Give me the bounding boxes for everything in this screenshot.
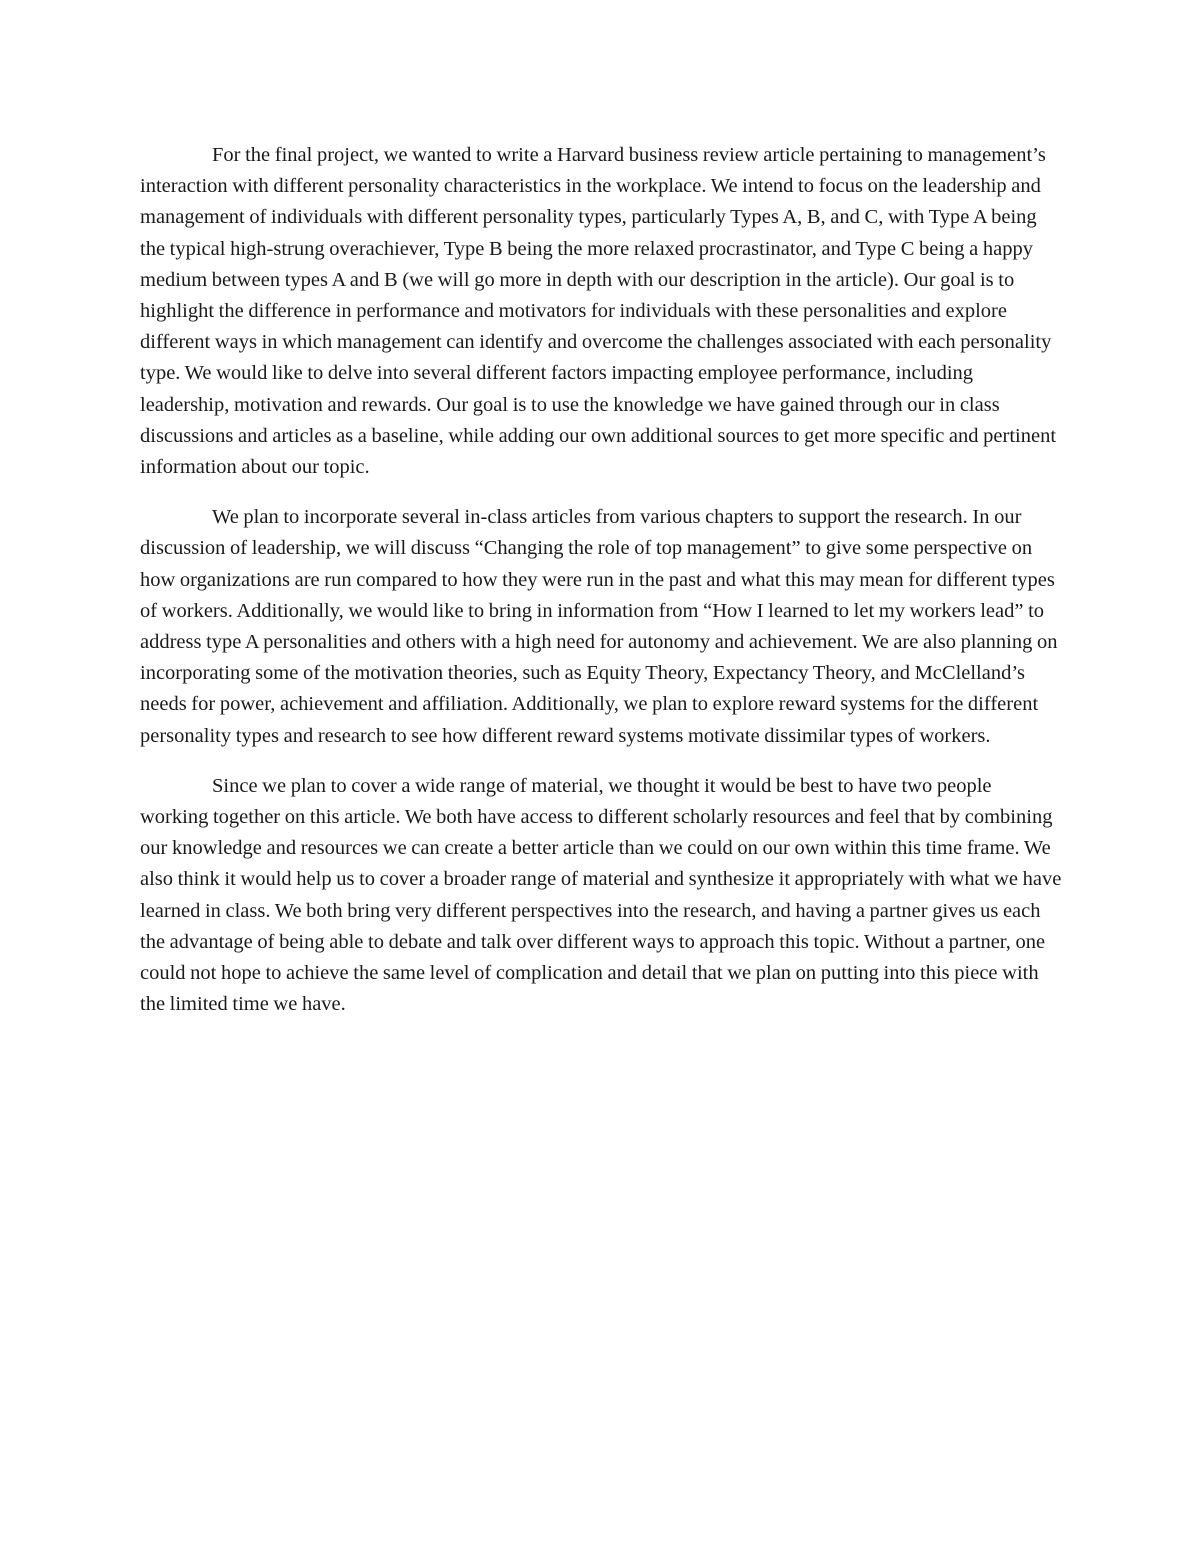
paragraph-in-class-articles: We plan to incorporate several in-class articles from various chapters to support the research. In our discussion of leadership, we will discuss “Changing the role of top management” to give some perspective on how organizations are run compared to how they were run in the past and what this may mean for different types of workers. Additionally, we would like to bring in information from “How I learned to let my workers lead” to address type A personalities and others with a high need for autonomy and achievement. We are also planning on incorporating some of the motivation theories, such as Equity Theory, Expectancy Theory, and McClelland’s needs for power, achievement and affiliation. Additionally, we plan to explore reward systems for the different personality types and research to see how different reward systems motivate dissimilar types of workers. bbox=[140, 506, 1058, 747]
paragraph-project-proposal: For the final project, we wanted to write a Harvard business review article pertaining to management’s interaction with different personality characteristics in the workplace. We intend to focus on the leadership and management of individuals with different personality types, particularly Types A, B, and C, with Type A being the typical high-strung overachiever, Type B being the more relaxed procrastinator, and Type C being a happy medium between types A and B (we will go more in depth with our description in the article). Our goal is to highlight the difference in performance and motivators for individuals with these personalities and explore different ways in which management can identify and overcome the challenges associated with each personality type. We would like to delve into several different factors impacting employee performance, including leadership, motivation and rewards. Our goal is to use the knowledge we have gained through our in class discussions and articles as a baseline, while adding our own additional sources to get more specific and pertinent information about our topic. bbox=[140, 144, 1057, 479]
paragraph-partnership-rationale: Since we plan to cover a wide range of material, we thought it would be best to have two people working together on this article. We both have access to different scholarly resources and feel that by combining our knowledge and resources we can create a better article than we could on our own within this time frame. We also think it would help us to cover a broader range of material and synthesize it appropriately with what we have learned in class. We both bring very different perspectives into the research, and having a partner gives us each the advantage of being able to debate and talk over different ways to approach this topic. Without a partner, one could not hope to achieve the same level of complication and detail that we plan on putting into this piece with the limited time we have. bbox=[140, 774, 1062, 1016]
document-body bbox=[140, 140, 1064, 1039]
